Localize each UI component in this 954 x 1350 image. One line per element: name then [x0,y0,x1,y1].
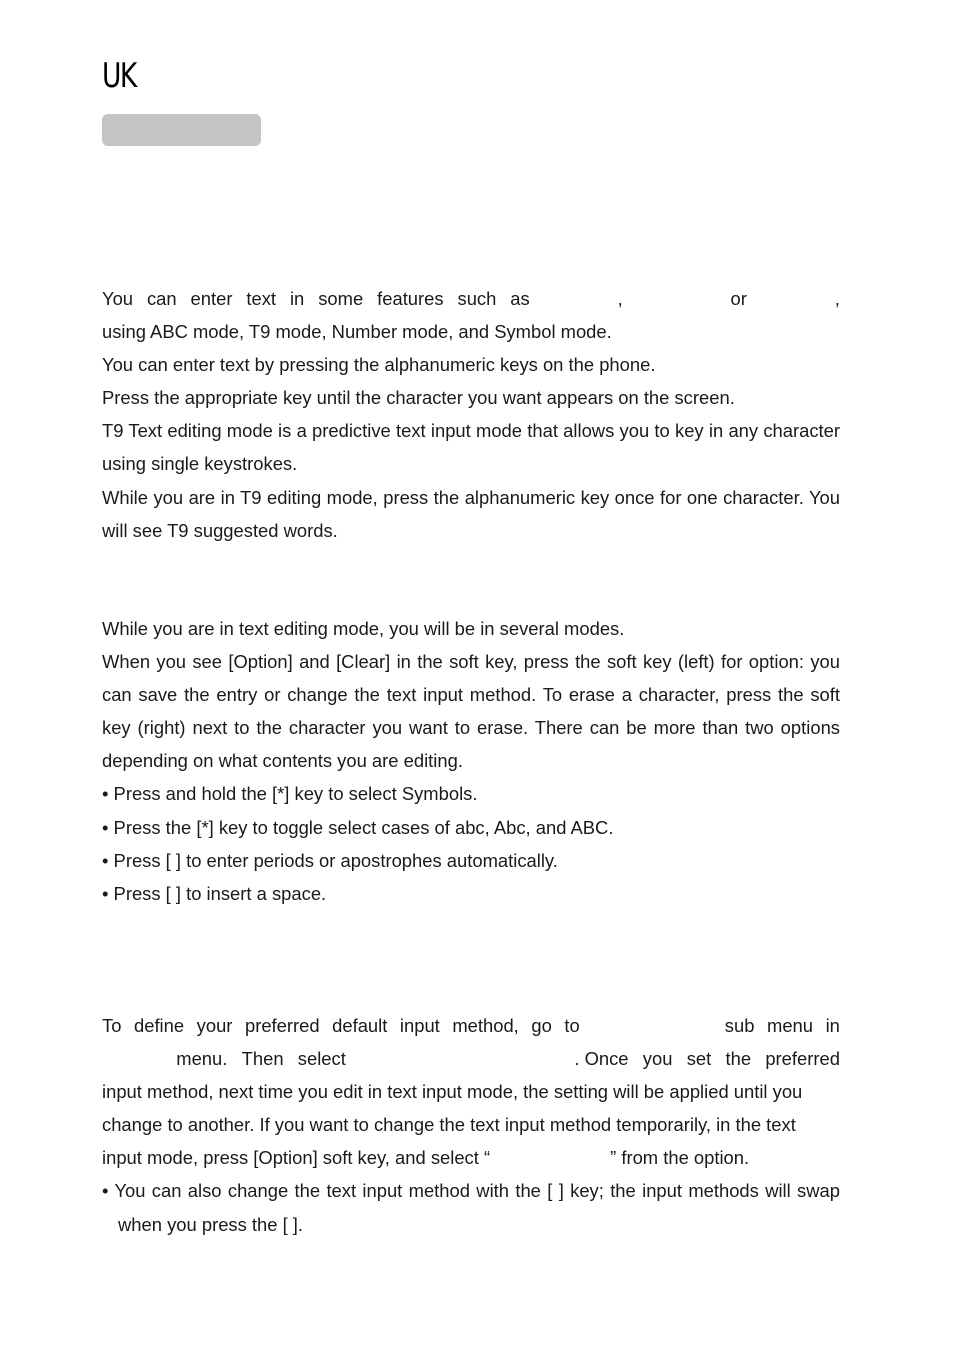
method-line-5-start: input mode, press [Option] soft key, and select “ [102,1147,491,1169]
word: define [133,1015,185,1036]
blank-gap [360,1042,560,1075]
method-line-2 [102,1042,840,1075]
word: , [834,288,840,309]
word: method, [452,1015,519,1036]
intro-line-2: using ABC mode, T9 mode, Number mode, and Symbol mode. [102,321,612,343]
word: default [332,1015,388,1036]
blank-gap [637,282,717,315]
word: menu. [176,1048,228,1070]
language-code: UK [102,56,136,96]
method-line-5 [102,1141,840,1174]
text-editing-section [102,612,840,910]
t9-paragraph: T9 Text editing mode is a predictive text input mode that allows you to key in any character using single keystrokes. [102,420,840,475]
method-line-3: input method, next time you edit in text input mode, the setting will be applied until you [102,1081,803,1103]
word: in [825,1015,840,1036]
word: you [642,1048,673,1070]
word: features [377,288,444,309]
word: To [102,1015,122,1036]
intro-section [102,282,840,547]
word: or [730,288,747,309]
editing-line-1: While you are in text editing mode, you will be in several modes. [102,618,625,639]
word: . Once [574,1048,629,1070]
word: input [399,1015,440,1036]
bullet-item: • Press [ ] to enter periods or apostrophes automatically. [102,849,558,871]
blank-gap [544,282,604,315]
t9-editing-paragraph: While you are in T9 editing mode, press the alphanumeric key once for one character. You will see T9 suggested words. [102,486,840,541]
bullet-item: • Press and hold the [*] key to select Symbols. [102,783,478,805]
word: can [146,288,177,309]
word: in [289,288,305,309]
method-line-4: change to another. If you want to change the text input method temporarily, in the text [102,1114,796,1136]
bullet-item: • Press [ ] to insert a space. [102,882,327,904]
intro-line-1 [102,282,840,315]
section-tab-pill [102,114,261,146]
method-line-5-end: ” from the option. [610,1147,750,1169]
softkey-paragraph: When you see [Option] and [Clear] in the soft key, press the soft key (left) for option: you can save the entry or change the text input method. To erase a character, press the soft key (right) next to the character you want to erase. There can be more than two options depending on what contents you are editing. [102,651,840,772]
word: menu [767,1015,814,1036]
bullet-item: • Press the [*] key to toggle select cases of abc, Abc, and ABC. [102,816,614,838]
word: the [725,1048,752,1070]
word: You [102,288,134,309]
word: preferred [244,1015,320,1036]
blank-gap [102,1042,162,1075]
word: such [457,288,497,309]
intro-line-4: Press the appropriate key until the character you want appears on the screen. [102,387,735,409]
bullet-item: • You can also change the text input method with the [ ] key; the input methods will swap when you press the [ ]. [102,1180,840,1235]
word: your [196,1015,233,1036]
word: select [297,1048,346,1070]
word: to [564,1015,580,1036]
method-line-1 [102,1009,840,1042]
word: some [318,288,364,309]
intro-line-3: You can enter text by pressing the alphanumeric keys on the phone. [102,354,656,376]
blank-gap [592,1009,712,1042]
word: preferred [765,1048,840,1070]
word: Then [241,1048,284,1070]
word: sub [724,1015,755,1036]
word: as [510,288,530,309]
word: , [617,288,623,309]
word: text [246,288,277,309]
word: enter [190,288,233,309]
word: go [531,1015,552,1036]
input-method-section [102,1009,840,1241]
word: set [686,1048,712,1070]
blank-gap [761,282,821,315]
